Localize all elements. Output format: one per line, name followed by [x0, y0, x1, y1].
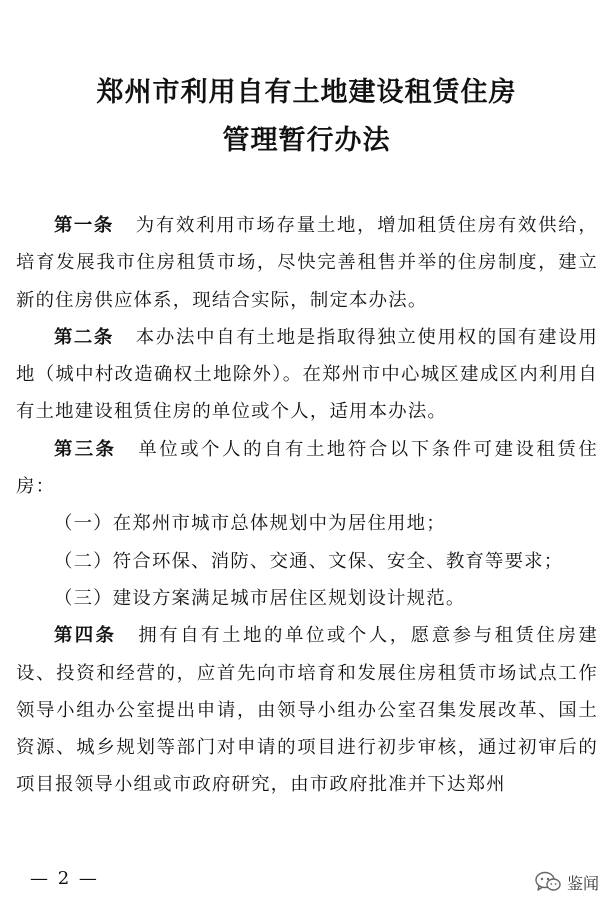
document-body	[16, 207, 598, 804]
document-title-line-2: 管理暂行办法	[222, 125, 391, 156]
page-number: — 2 —	[30, 868, 99, 889]
article-heading: 第四条	[54, 625, 117, 647]
list-item	[16, 543, 598, 580]
watermark-label: 鉴闻	[566, 873, 599, 893]
article-heading: 第一条	[54, 215, 114, 236]
article-text: 拥有自有土地的单位或个人，愿意参与租赁住房建设、投资和经营的，应首先向市培育和发展住房租赁市场试点工作领导小组办公室提出申请，由领导小组办公室召集发展改革、国土资源、城乡规划等部门对申请的项目进行初步审核，通过初审后的项目报领导小组或市政府研究，由市政府批准并下达郑州	[16, 625, 598, 796]
list-item	[16, 580, 598, 617]
list-item-text: （一）在郑州市城市总体规划中为居住用地；	[54, 513, 446, 535]
article-2	[16, 319, 598, 431]
article-text: 单位或个人的自有土地符合以下条件可建设租赁住房：	[16, 438, 598, 498]
document-title-line-1: 郑州市利用自有土地建设租赁住房	[96, 77, 517, 108]
wechat-icon	[535, 871, 561, 893]
article-heading: 第二条	[54, 326, 114, 348]
article-4	[16, 617, 598, 803]
article-heading: 第三条	[54, 438, 117, 460]
article-3	[16, 431, 598, 506]
list-item	[16, 505, 598, 542]
source-watermark	[535, 867, 599, 897]
article-1	[16, 207, 598, 319]
article-text: 为有效利用市场存量土地，增加租赁住房有效供给，培育发展我市住房租赁市场，尽快完善租售并举的住房制度，建立新的住房供应体系，现结合实际，制定本办法。	[16, 215, 598, 311]
article-text: 本办法中自有土地是指取得独立使用权的国有建设用地（城中村改造确权土地除外）。在郑州市中心城区建成区内利用自有土地建设租赁住房的单位或个人，适用本办法。	[16, 326, 598, 423]
list-item-text: （二）符合环保、消防、交通、文保、安全、教育等要求；	[54, 550, 564, 572]
list-item-text: （三）建设方案满足城市居住区规划设计规范。	[54, 587, 466, 609]
